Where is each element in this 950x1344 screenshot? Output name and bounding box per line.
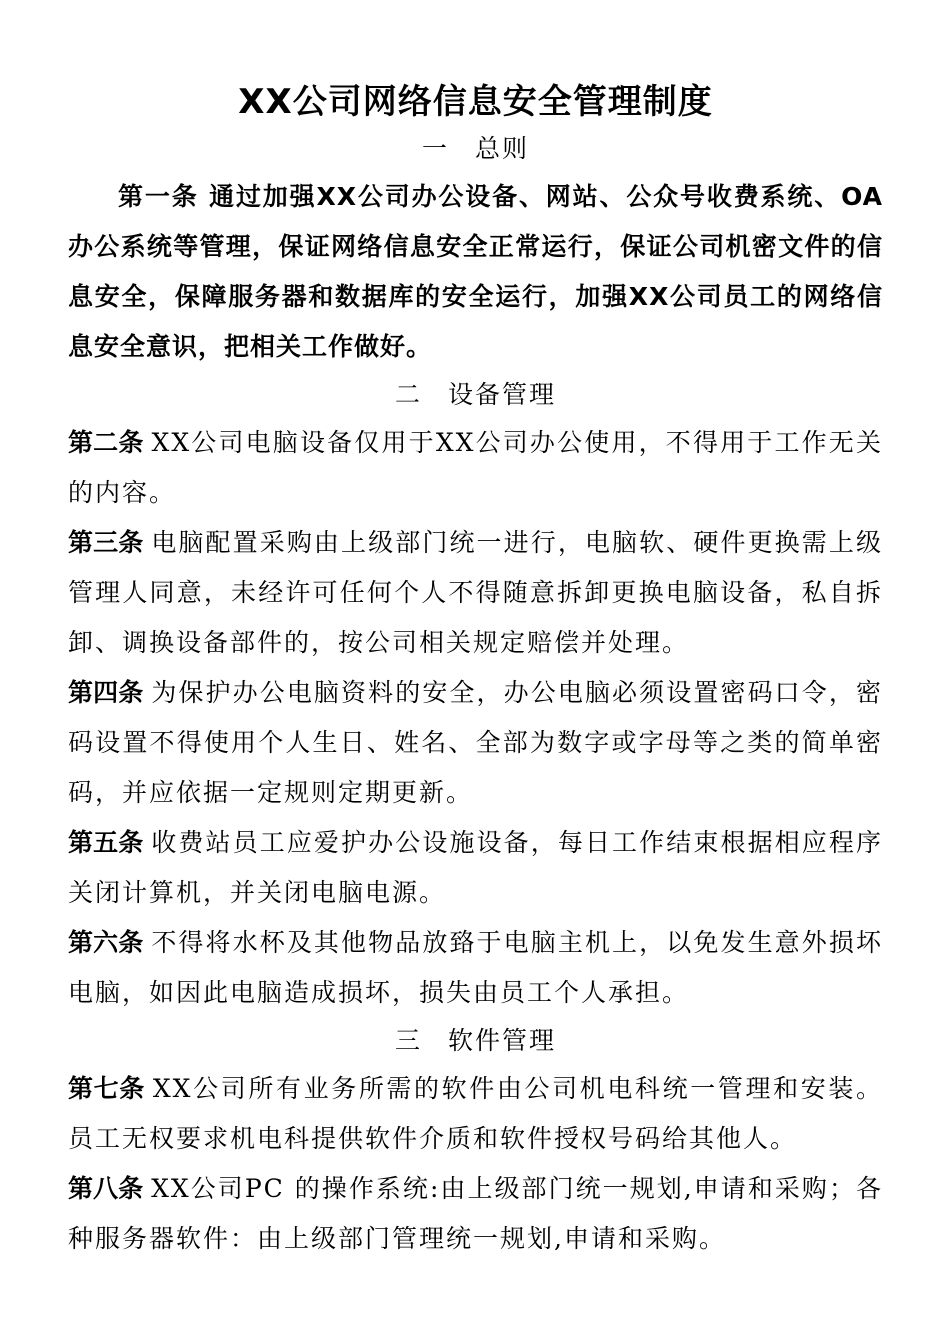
section-title: 软件管理: [448, 1026, 557, 1055]
section-number: 一: [421, 134, 449, 163]
section-title: 设备管理: [448, 380, 557, 409]
article-text: 收费站员工应爱护办公设施设备，每日工作结束根据相应程序关闭计算机，并关闭电脑电源。: [68, 828, 883, 907]
section-number: 二: [394, 380, 422, 409]
article-1: [68, 172, 883, 372]
section-heading-software: [68, 1018, 883, 1064]
document-title: XX公司网络信息安全管理制度: [238, 82, 713, 122]
article-text: 电脑配置采购由上级部门统一进行，电脑软、硬件更换需上级管理人同意，未经许可任何个人不得随意拆卸更换电脑设备，私自拆卸、调换设备部件的，按公司相关规定赔偿并处理。: [68, 528, 883, 657]
article-label: 第七条: [68, 1074, 145, 1103]
article-text: XX公司电脑设备仅用于XX公司办公使用，不得用于工作无关的内容。: [68, 428, 883, 507]
article-text: XX公司PC 的操作系统:由上级部门统一规划,申请和采购；各种服务器软件：由上级部门管理统一规划,申请和采购。: [68, 1174, 883, 1253]
article-text: 不得将水杯及其他物品放臵于电脑主机上，以免发生意外损坏电脑，如因此电脑造成损坏，损失由员工个人承担。: [68, 928, 883, 1007]
section-heading-equipment: [68, 372, 883, 418]
article-5: [68, 818, 883, 918]
article-label: 第二条: [68, 428, 144, 457]
article-text: 通过加强XX公司办公设备、网站、公众号收费系统、OA办公系统等管理，保证网络信息安全正常运行，保证公司机密文件的信息安全，保障服务器和数据库的安全运行，加强XX公司员工的网络信息安全意识，把相关工作做好。: [68, 182, 883, 361]
article-6: [68, 918, 883, 1018]
article-label: 第四条: [68, 678, 144, 707]
article-text: XX公司所有业务所需的软件由公司机电科统一管理和安装。员工无权要求机电科提供软件介质和软件授权号码给其他人。: [68, 1074, 883, 1153]
article-label: 第八条: [68, 1174, 144, 1203]
document-page: [68, 78, 883, 1264]
article-label: 第六条: [68, 928, 144, 957]
article-label: 第一条: [118, 182, 199, 211]
article-3: [68, 518, 883, 668]
article-2: [68, 418, 883, 518]
article-label: 第五条: [68, 828, 144, 857]
section-heading-general: [68, 126, 883, 172]
article-label: 第三条: [68, 528, 144, 557]
article-4: [68, 668, 883, 818]
section-number: 三: [394, 1026, 422, 1055]
article-7: [68, 1064, 883, 1164]
article-text: 为保护办公电脑资料的安全，办公电脑必须设置密码口令，密码设置不得使用个人生日、姓名、全部为数字或字母等之类的简单密码，并应依据一定规则定期更新。: [68, 678, 883, 807]
article-8: [68, 1164, 883, 1264]
section-title: 总则: [475, 134, 530, 163]
